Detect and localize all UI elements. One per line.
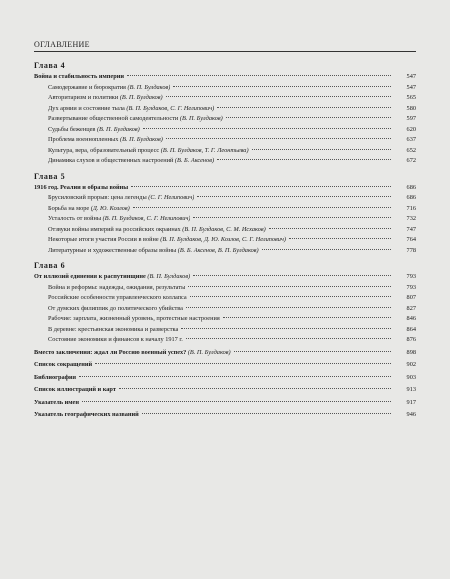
toc-entry-title bbox=[34, 398, 79, 409]
toc-entry-text: Дух армии и состояние тыла bbox=[48, 104, 127, 112]
toc-entry-author: (С. Г. Нелипович) bbox=[148, 194, 195, 201]
toc-entry-page: 652 bbox=[406, 146, 416, 154]
toc-entry-author: (В. П. Булдаков, С. Г. Нелипович) bbox=[126, 104, 215, 112]
toc-entry-page: 827 bbox=[406, 304, 416, 312]
dot-leader bbox=[127, 75, 391, 76]
toc-entry-page: 876 bbox=[406, 336, 416, 343]
toc-entry bbox=[34, 183, 416, 194]
toc-entry-text: Список иллюстраций и карт bbox=[34, 386, 116, 393]
toc-entry-text: 1916 год. Реалии и образы войны bbox=[34, 183, 129, 191]
toc-entry-title bbox=[48, 83, 170, 94]
toc-entry bbox=[34, 385, 416, 396]
toc-entry-text: Судьбы беженцев bbox=[48, 125, 97, 133]
toc-entry-text: Культура, вера, образовательный процесс bbox=[48, 146, 161, 154]
dot-leader bbox=[166, 138, 391, 139]
toc-entry bbox=[34, 410, 416, 421]
toc-entry-author: (В. П. Булдаков) bbox=[119, 94, 163, 101]
toc-entry-author: (В. П. Булдаков, Т. Г. Леонтьева) bbox=[160, 146, 249, 154]
toc-entry-title bbox=[48, 293, 187, 304]
toc-entry bbox=[34, 135, 416, 146]
toc-entry-text: Некоторые итоги участия России в войне bbox=[48, 236, 161, 243]
toc-entry-title bbox=[34, 72, 124, 83]
toc-entry-page: 637 bbox=[406, 136, 416, 143]
toc-entry-title bbox=[34, 410, 139, 421]
dot-leader bbox=[217, 107, 391, 108]
toc-entry-text: Усталость от войны bbox=[48, 215, 103, 222]
toc-entry-author: (В. П. Булдаков) bbox=[119, 136, 163, 143]
dot-leader bbox=[173, 86, 391, 87]
toc-entry-title bbox=[34, 348, 231, 359]
toc-entry bbox=[34, 114, 416, 125]
dot-leader bbox=[223, 317, 391, 318]
toc-entry-title bbox=[48, 146, 249, 157]
toc-entry-text: Проблема военнопленных bbox=[48, 136, 120, 143]
toc-entry-title bbox=[48, 335, 183, 346]
toc-entry-title bbox=[48, 135, 163, 146]
dot-leader bbox=[119, 388, 391, 389]
toc-entry bbox=[34, 272, 416, 283]
dot-leader bbox=[269, 228, 391, 229]
toc-entry bbox=[34, 214, 416, 225]
toc-entry-author: (В. П. Булдаков) bbox=[187, 348, 231, 356]
toc-entry-title bbox=[34, 385, 116, 396]
toc-entry-author: (В. П. Булдаков) bbox=[96, 125, 140, 133]
dot-leader bbox=[190, 296, 391, 297]
toc-entry-page: 793 bbox=[406, 273, 416, 280]
toc-entry bbox=[34, 304, 416, 315]
toc-entry-page: 672 bbox=[406, 157, 416, 164]
dot-leader bbox=[95, 363, 391, 364]
dot-leader bbox=[234, 351, 391, 352]
toc-entry bbox=[34, 72, 416, 83]
toc-entry-page: 793 bbox=[406, 283, 416, 291]
toc-entry-text: Российские особенности управленческого коллапса bbox=[48, 294, 187, 301]
toc-entry-page: 565 bbox=[406, 94, 416, 101]
toc-entry-page: 917 bbox=[406, 398, 416, 406]
dot-leader bbox=[226, 117, 391, 118]
toc-entry-author: (В. П. Булдаков, С. М. Исхаков) bbox=[182, 225, 266, 233]
toc-entry-title bbox=[48, 246, 259, 257]
toc-entry-author: (В. П. Булдаков) bbox=[147, 273, 191, 280]
toc-entry-page: 620 bbox=[406, 125, 416, 133]
dot-leader bbox=[289, 238, 391, 239]
toc-entry-title bbox=[48, 125, 140, 136]
toc-entry-title bbox=[48, 325, 178, 336]
dot-leader bbox=[79, 376, 391, 377]
toc-entry bbox=[34, 156, 416, 167]
dot-leader bbox=[193, 275, 391, 276]
toc-entry-page: 580 bbox=[406, 104, 416, 112]
toc-entry-page: 807 bbox=[406, 294, 416, 301]
toc-entry-text: Рабочие: зарплата, жизненный уровень, протестные настроения bbox=[48, 315, 220, 322]
toc-entry-text: Брусиловский прорыв: цена легенды bbox=[48, 194, 149, 201]
dot-leader bbox=[82, 401, 391, 402]
toc-entry-text: От думских филиппик до политического убийства bbox=[48, 304, 183, 312]
toc-entry-author: (В. П. Булдаков, Д. Ю. Козлов, С. Г. Нелипович) bbox=[160, 236, 287, 243]
toc-entry-text: Список сокращений bbox=[34, 361, 93, 368]
toc-entry bbox=[34, 398, 416, 409]
toc-entry bbox=[34, 146, 416, 157]
toc-entry-author: (В. П. Булдаков) bbox=[179, 115, 223, 122]
toc-entry-page: 716 bbox=[406, 204, 416, 212]
dot-leader bbox=[166, 96, 391, 97]
toc-entry-page: 902 bbox=[406, 361, 416, 368]
dot-leader bbox=[252, 149, 391, 150]
toc-entry bbox=[34, 246, 416, 257]
toc-entry-title bbox=[48, 114, 223, 125]
toc-entry bbox=[34, 204, 416, 215]
toc-entry bbox=[34, 125, 416, 136]
toc-entry-title bbox=[34, 373, 76, 384]
toc-entry-text: Библиография bbox=[34, 373, 76, 381]
toc-entry-page: 732 bbox=[406, 215, 416, 222]
dot-leader bbox=[133, 207, 391, 208]
toc-entry bbox=[34, 293, 416, 304]
toc-entry-title bbox=[48, 314, 220, 325]
dot-leader bbox=[142, 413, 391, 414]
toc-entry-author: (Д. Ю. Козлов) bbox=[90, 204, 130, 212]
toc-entry-text: Борьба на море bbox=[48, 204, 91, 212]
toc-entry-text: Указатель имен bbox=[34, 398, 79, 406]
toc-entry-text: Война и реформы: надежды, ожидания, результаты bbox=[48, 283, 186, 291]
toc-entry-author: (В. Б. Аксенов, В. П. Булдаков) bbox=[177, 246, 259, 254]
toc-entry-page: 898 bbox=[406, 348, 416, 356]
toc-entry-text: Авторитаризм и политики bbox=[48, 94, 120, 101]
dot-leader bbox=[186, 338, 391, 339]
toc-entry-text: Состояние экономики и финансов к началу 1917 г. bbox=[48, 336, 183, 343]
toc-entry-page: 547 bbox=[406, 73, 416, 80]
toc-entry bbox=[34, 360, 416, 371]
toc-entry-text: Развертывание общественной самодеятельности bbox=[48, 115, 180, 122]
toc-entry-page: 547 bbox=[406, 83, 416, 91]
toc-entry bbox=[34, 225, 416, 236]
toc-entry-page: 764 bbox=[406, 236, 416, 243]
toc-entry-text: Литературные и художественные образы войны bbox=[48, 246, 178, 254]
toc-entry bbox=[34, 235, 416, 246]
toc-entry bbox=[34, 348, 416, 359]
dot-leader bbox=[131, 186, 391, 187]
toc-entry-text: Самодержавие и бюрократия bbox=[48, 83, 128, 91]
toc-entry-title bbox=[48, 214, 190, 225]
chapter-heading: Глава 6 bbox=[34, 261, 66, 270]
toc-entry-page: 747 bbox=[406, 225, 416, 233]
dot-leader bbox=[193, 217, 391, 218]
toc-entry-title bbox=[34, 272, 190, 283]
toc-entry bbox=[34, 335, 416, 346]
toc-entry bbox=[34, 104, 416, 115]
toc-entry-title bbox=[48, 156, 214, 167]
toc-entry-text: Динамика слухов и общественных настроений bbox=[48, 157, 175, 164]
toc-entry-title bbox=[48, 104, 214, 115]
toc-entry-page: 597 bbox=[406, 115, 416, 122]
chapter-heading: Глава 4 bbox=[34, 61, 66, 70]
toc-entry-page: 903 bbox=[406, 373, 416, 381]
toc-entry bbox=[34, 373, 416, 384]
toc-entry-title bbox=[34, 183, 128, 194]
toc-entry-text: Война и стабильность империи bbox=[34, 73, 124, 80]
toc-entry bbox=[34, 93, 416, 104]
toc-entry-title bbox=[48, 204, 130, 215]
dot-leader bbox=[143, 128, 391, 129]
header-rule bbox=[34, 51, 416, 52]
toc-entry-title bbox=[48, 225, 266, 236]
toc-entry-text: Отзвуки войны империй на российских окраинах bbox=[48, 225, 183, 233]
toc-entry-title bbox=[48, 193, 194, 204]
toc-entry bbox=[34, 325, 416, 336]
toc-entry-text: В деревне: крестьянская экономика и разверстка bbox=[48, 325, 179, 333]
toc-entry-author: (В. Б. Аксенов) bbox=[174, 157, 215, 164]
table-of-contents bbox=[34, 56, 416, 421]
dot-leader bbox=[188, 286, 391, 287]
toc-entry-page: 686 bbox=[406, 183, 416, 191]
chapter-heading: Глава 5 bbox=[34, 171, 66, 181]
toc-entry-page: 778 bbox=[406, 246, 416, 254]
toc-entry-text: Вместо заключения: ждал ли Россию военный успех? bbox=[34, 348, 188, 356]
toc-entry bbox=[34, 314, 416, 325]
toc-entry-title bbox=[34, 360, 92, 371]
toc-entry-author: (В. П. Булдаков) bbox=[127, 83, 171, 91]
dot-leader bbox=[181, 328, 391, 329]
toc-entry-page: 913 bbox=[406, 386, 416, 393]
dot-leader bbox=[262, 249, 391, 250]
dot-leader bbox=[186, 307, 391, 308]
toc-entry-title bbox=[48, 93, 163, 104]
toc-entry-author: (В. П. Булдаков, С. Г. Нелипович) bbox=[102, 215, 191, 222]
dot-leader bbox=[217, 159, 391, 160]
dot-leader bbox=[197, 196, 391, 197]
toc-entry-page: 946 bbox=[406, 411, 416, 418]
toc-entry-title bbox=[48, 304, 183, 315]
running-header: ОГЛАВЛЕНИЕ bbox=[34, 40, 90, 49]
toc-entry-page: 846 bbox=[406, 315, 416, 322]
toc-entry bbox=[34, 283, 416, 294]
toc-entry-title bbox=[48, 283, 185, 294]
toc-entry bbox=[34, 83, 416, 94]
toc-entry bbox=[34, 193, 416, 204]
toc-entry-text: От иллюзий единения к распутинщине bbox=[34, 273, 148, 280]
toc-entry-page: 686 bbox=[406, 194, 416, 201]
toc-entry-title bbox=[48, 235, 286, 246]
toc-entry-page: 864 bbox=[406, 325, 416, 333]
toc-entry-text: Указатель географических названий bbox=[34, 411, 139, 418]
